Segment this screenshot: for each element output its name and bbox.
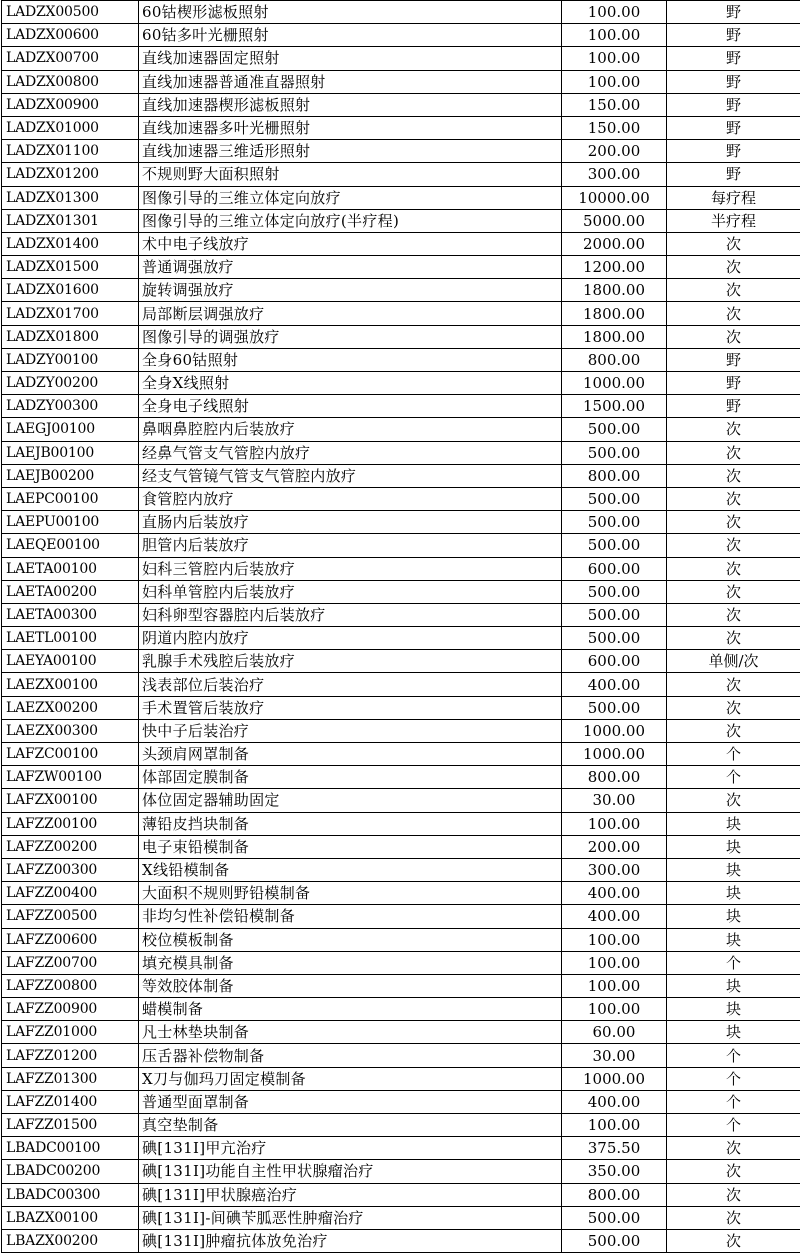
item-unit-cell: 次 (667, 557, 800, 580)
table-row (2, 951, 800, 974)
table-row (2, 348, 800, 371)
item-code-cell: LAFZZ00400 (2, 882, 139, 905)
item-name-cell: 手术置管后装放疗 (139, 696, 562, 719)
item-price-cell: 1800.00 (562, 279, 667, 302)
table-row (2, 325, 800, 348)
item-price-cell: 150.00 (562, 116, 667, 139)
table-row (2, 603, 800, 626)
item-code-cell: LADZX01100 (2, 140, 139, 163)
item-unit-cell: 每疗程 (667, 186, 800, 209)
item-unit-cell: 块 (667, 1021, 800, 1044)
item-unit-cell: 野 (667, 24, 800, 47)
item-name-cell: 快中子后装治疗 (139, 719, 562, 742)
item-code-cell: LADZX01200 (2, 163, 139, 186)
item-unit-cell: 块 (667, 858, 800, 881)
item-name-cell: 阴道内腔内放疗 (139, 627, 562, 650)
item-name-cell: 食管腔内放疗 (139, 487, 562, 510)
item-code-cell: LAFZZ00100 (2, 812, 139, 835)
item-price-cell: 800.00 (562, 348, 667, 371)
item-price-cell: 300.00 (562, 858, 667, 881)
item-unit-cell: 次 (667, 325, 800, 348)
item-name-cell: 旋转调强放疗 (139, 279, 562, 302)
item-code-cell: LAEGJ00100 (2, 418, 139, 441)
item-price-cell: 100.00 (562, 70, 667, 93)
table-row (2, 673, 800, 696)
table-row (2, 209, 800, 232)
item-name-cell: 经支气管镜气管支气管腔内放疗 (139, 464, 562, 487)
table-row (2, 1021, 800, 1044)
item-code-cell: LADZX01301 (2, 209, 139, 232)
item-name-cell: 妇科单管腔内后装放疗 (139, 580, 562, 603)
table-row (2, 256, 800, 279)
item-price-cell: 30.00 (562, 789, 667, 812)
item-code-cell: LADZY00100 (2, 348, 139, 371)
item-unit-cell: 次 (667, 1160, 800, 1183)
table-row (2, 140, 800, 163)
item-price-cell: 5000.00 (562, 209, 667, 232)
item-code-cell: LAEYA00100 (2, 650, 139, 673)
item-price-cell: 60.00 (562, 1021, 667, 1044)
item-code-cell: LAEZX00100 (2, 673, 139, 696)
fee-table-body (2, 1, 800, 1253)
item-code-cell: LAEPC00100 (2, 487, 139, 510)
item-name-cell: 碘[131I]功能自主性甲状腺瘤治疗 (139, 1160, 562, 1183)
item-code-cell: LADZX01000 (2, 116, 139, 139)
table-row (2, 1067, 800, 1090)
item-name-cell: 浅表部位后装治疗 (139, 673, 562, 696)
table-row (2, 24, 800, 47)
item-code-cell: LADZX00800 (2, 70, 139, 93)
item-price-cell: 200.00 (562, 835, 667, 858)
item-price-cell: 100.00 (562, 951, 667, 974)
item-code-cell: LAFZZ00200 (2, 835, 139, 858)
table-row (2, 464, 800, 487)
item-name-cell: 非均匀性补偿铅模制备 (139, 905, 562, 928)
item-unit-cell: 次 (667, 279, 800, 302)
item-code-cell: LAFZZ00300 (2, 858, 139, 881)
item-price-cell: 100.00 (562, 24, 667, 47)
item-name-cell: 等效胶体制备 (139, 974, 562, 997)
item-price-cell: 500.00 (562, 487, 667, 510)
item-name-cell: 图像引导的三维立体定向放疗 (139, 186, 562, 209)
item-unit-cell: 个 (667, 766, 800, 789)
item-code-cell: LAEJB00100 (2, 441, 139, 464)
item-unit-cell: 次 (667, 511, 800, 534)
item-code-cell: LBADC00200 (2, 1160, 139, 1183)
item-unit-cell: 个 (667, 1090, 800, 1113)
item-name-cell: 碘[131I]肿瘤抗体放免治疗 (139, 1229, 562, 1252)
item-name-cell: 胆管内后装放疗 (139, 534, 562, 557)
item-code-cell: LAFZZ01200 (2, 1044, 139, 1067)
item-name-cell: 大面积不规则野铅模制备 (139, 882, 562, 905)
item-name-cell: 真空垫制备 (139, 1114, 562, 1137)
item-unit-cell: 次 (667, 534, 800, 557)
item-unit-cell: 次 (667, 1229, 800, 1252)
item-price-cell: 150.00 (562, 93, 667, 116)
item-unit-cell: 次 (667, 696, 800, 719)
item-code-cell: LAETA00200 (2, 580, 139, 603)
item-unit-cell: 野 (667, 372, 800, 395)
item-price-cell: 100.00 (562, 928, 667, 951)
item-name-cell: 图像引导的三维立体定向放疗(半疗程) (139, 209, 562, 232)
item-name-cell: 直线加速器多叶光栅照射 (139, 116, 562, 139)
table-row (2, 812, 800, 835)
item-code-cell: LADZX00600 (2, 24, 139, 47)
item-unit-cell: 块 (667, 812, 800, 835)
item-code-cell: LAFZC00100 (2, 743, 139, 766)
table-row (2, 441, 800, 464)
fee-table (1, 0, 800, 1253)
item-price-cell: 2000.00 (562, 232, 667, 255)
item-price-cell: 500.00 (562, 441, 667, 464)
item-unit-cell: 块 (667, 882, 800, 905)
item-unit-cell: 次 (667, 673, 800, 696)
table-row (2, 1090, 800, 1113)
item-name-cell: 直线加速器楔形滤板照射 (139, 93, 562, 116)
table-row (2, 882, 800, 905)
item-price-cell: 100.00 (562, 974, 667, 997)
item-unit-cell: 次 (667, 418, 800, 441)
table-row (2, 743, 800, 766)
item-code-cell: LAFZW00100 (2, 766, 139, 789)
table-row (2, 487, 800, 510)
item-price-cell: 100.00 (562, 47, 667, 70)
table-row (2, 789, 800, 812)
item-unit-cell: 野 (667, 1, 800, 24)
item-name-cell: 头颈肩网罩制备 (139, 743, 562, 766)
item-code-cell: LAFZZ01500 (2, 1114, 139, 1137)
table-row (2, 93, 800, 116)
table-row (2, 47, 800, 70)
item-unit-cell: 次 (667, 603, 800, 626)
item-unit-cell: 野 (667, 116, 800, 139)
item-code-cell: LAFZX00100 (2, 789, 139, 812)
item-code-cell: LAFZZ00500 (2, 905, 139, 928)
table-row (2, 70, 800, 93)
item-unit-cell: 个 (667, 743, 800, 766)
item-price-cell: 100.00 (562, 998, 667, 1021)
item-name-cell: 全身60钴照射 (139, 348, 562, 371)
table-row (2, 650, 800, 673)
item-price-cell: 500.00 (562, 1229, 667, 1252)
item-unit-cell: 个 (667, 1114, 800, 1137)
item-name-cell: 直线加速器固定照射 (139, 47, 562, 70)
item-unit-cell: 半疗程 (667, 209, 800, 232)
item-price-cell: 1000.00 (562, 743, 667, 766)
item-price-cell: 30.00 (562, 1044, 667, 1067)
table-row (2, 905, 800, 928)
item-name-cell: 校位模板制备 (139, 928, 562, 951)
item-price-cell: 1000.00 (562, 1067, 667, 1090)
item-unit-cell: 野 (667, 163, 800, 186)
item-code-cell: LAEPU00100 (2, 511, 139, 534)
item-price-cell: 500.00 (562, 1206, 667, 1229)
item-code-cell: LADZX01500 (2, 256, 139, 279)
item-code-cell: LAETA00100 (2, 557, 139, 580)
table-row (2, 1183, 800, 1206)
item-code-cell: LAEQE00100 (2, 534, 139, 557)
item-name-cell: 碘[131I]-间碘苄胍恶性肿瘤治疗 (139, 1206, 562, 1229)
item-unit-cell: 块 (667, 974, 800, 997)
item-code-cell: LAETA00300 (2, 603, 139, 626)
item-name-cell: 鼻咽鼻腔腔内后装放疗 (139, 418, 562, 441)
item-name-cell: 凡士林垫块制备 (139, 1021, 562, 1044)
item-unit-cell: 次 (667, 719, 800, 742)
table-row (2, 766, 800, 789)
item-code-cell: LAFZZ00700 (2, 951, 139, 974)
item-name-cell: 妇科三管腔内后装放疗 (139, 557, 562, 580)
item-code-cell: LBAZX00100 (2, 1206, 139, 1229)
table-row (2, 696, 800, 719)
item-code-cell: LADZY00300 (2, 395, 139, 418)
item-name-cell: 不规则野大面积照射 (139, 163, 562, 186)
item-unit-cell: 野 (667, 395, 800, 418)
item-price-cell: 500.00 (562, 511, 667, 534)
item-code-cell: LAFZZ00800 (2, 974, 139, 997)
item-unit-cell: 次 (667, 302, 800, 325)
item-name-cell: 普通调强放疗 (139, 256, 562, 279)
item-unit-cell: 个 (667, 1067, 800, 1090)
item-code-cell: LAEJB00200 (2, 464, 139, 487)
item-unit-cell: 野 (667, 348, 800, 371)
item-unit-cell: 野 (667, 47, 800, 70)
item-price-cell: 800.00 (562, 1183, 667, 1206)
item-price-cell: 300.00 (562, 163, 667, 186)
item-unit-cell: 次 (667, 464, 800, 487)
item-price-cell: 400.00 (562, 905, 667, 928)
table-row (2, 974, 800, 997)
item-code-cell: LAEZX00200 (2, 696, 139, 719)
table-row (2, 395, 800, 418)
item-price-cell: 1000.00 (562, 372, 667, 395)
item-name-cell: X刀与伽玛刀固定模制备 (139, 1067, 562, 1090)
item-price-cell: 400.00 (562, 673, 667, 696)
item-unit-cell: 次 (667, 1183, 800, 1206)
item-code-cell: LADZX01700 (2, 302, 139, 325)
item-price-cell: 350.00 (562, 1160, 667, 1183)
item-name-cell: 图像引导的调强放疗 (139, 325, 562, 348)
table-row (2, 232, 800, 255)
table-row (2, 279, 800, 302)
table-row (2, 580, 800, 603)
table-row (2, 418, 800, 441)
item-code-cell: LAFZZ00900 (2, 998, 139, 1021)
table-row (2, 1044, 800, 1067)
item-unit-cell: 个 (667, 1044, 800, 1067)
item-name-cell: 局部断层调强放疗 (139, 302, 562, 325)
item-price-cell: 375.50 (562, 1137, 667, 1160)
table-row (2, 1160, 800, 1183)
item-unit-cell: 野 (667, 140, 800, 163)
item-name-cell: 全身电子线照射 (139, 395, 562, 418)
item-price-cell: 100.00 (562, 1, 667, 24)
item-price-cell: 1200.00 (562, 256, 667, 279)
item-code-cell: LBAZX00200 (2, 1229, 139, 1252)
item-name-cell: 压舌器补偿物制备 (139, 1044, 562, 1067)
item-price-cell: 10000.00 (562, 186, 667, 209)
item-name-cell: 体位固定器辅助固定 (139, 789, 562, 812)
table-row (2, 627, 800, 650)
table-row (2, 186, 800, 209)
table-row (2, 835, 800, 858)
item-name-cell: 60钴楔形滤板照射 (139, 1, 562, 24)
item-code-cell: LAETL00100 (2, 627, 139, 650)
item-price-cell: 1800.00 (562, 325, 667, 348)
item-name-cell: 薄铅皮挡块制备 (139, 812, 562, 835)
table-row (2, 116, 800, 139)
item-unit-cell: 野 (667, 93, 800, 116)
item-name-cell: 乳腺手术残腔后装放疗 (139, 650, 562, 673)
item-price-cell: 500.00 (562, 534, 667, 557)
item-unit-cell: 个 (667, 951, 800, 974)
table-row (2, 719, 800, 742)
table-row (2, 1229, 800, 1252)
item-unit-cell: 次 (667, 256, 800, 279)
table-row (2, 557, 800, 580)
table-row (2, 1114, 800, 1137)
item-price-cell: 500.00 (562, 580, 667, 603)
item-unit-cell: 次 (667, 580, 800, 603)
table-row (2, 1206, 800, 1229)
item-code-cell: LAFZZ01400 (2, 1090, 139, 1113)
item-unit-cell: 块 (667, 928, 800, 951)
item-code-cell: LBADC00100 (2, 1137, 139, 1160)
item-code-cell: LADZX00700 (2, 47, 139, 70)
item-name-cell: 全身X线照射 (139, 372, 562, 395)
item-name-cell: 体部固定膜制备 (139, 766, 562, 789)
item-price-cell: 1500.00 (562, 395, 667, 418)
table-row (2, 858, 800, 881)
item-price-cell: 800.00 (562, 464, 667, 487)
item-name-cell: 电子束铅模制备 (139, 835, 562, 858)
item-price-cell: 800.00 (562, 766, 667, 789)
item-price-cell: 1800.00 (562, 302, 667, 325)
item-name-cell: 填充模具制备 (139, 951, 562, 974)
item-unit-cell: 次 (667, 1137, 800, 1160)
item-name-cell: 妇科卵型容器腔内后装放疗 (139, 603, 562, 626)
item-name-cell: 直线加速器普通准直器照射 (139, 70, 562, 93)
item-name-cell: 术中电子线放疗 (139, 232, 562, 255)
item-unit-cell: 次 (667, 487, 800, 510)
item-code-cell: LADZX00500 (2, 1, 139, 24)
item-unit-cell: 次 (667, 789, 800, 812)
table-row (2, 534, 800, 557)
item-code-cell: LADZX00900 (2, 93, 139, 116)
item-code-cell: LADZX01600 (2, 279, 139, 302)
item-price-cell: 500.00 (562, 696, 667, 719)
item-unit-cell: 野 (667, 70, 800, 93)
item-code-cell: LAFZZ01300 (2, 1067, 139, 1090)
item-price-cell: 600.00 (562, 650, 667, 673)
table-row (2, 302, 800, 325)
item-name-cell: 直线加速器三维适形照射 (139, 140, 562, 163)
item-price-cell: 500.00 (562, 627, 667, 650)
item-code-cell: LADZY00200 (2, 372, 139, 395)
item-price-cell: 400.00 (562, 882, 667, 905)
item-code-cell: LAFZZ00600 (2, 928, 139, 951)
item-price-cell: 200.00 (562, 140, 667, 163)
table-row (2, 163, 800, 186)
item-name-cell: 60钴多叶光栅照射 (139, 24, 562, 47)
item-name-cell: 蜡模制备 (139, 998, 562, 1021)
item-unit-cell: 次 (667, 627, 800, 650)
item-unit-cell: 块 (667, 835, 800, 858)
item-unit-cell: 块 (667, 905, 800, 928)
item-price-cell: 100.00 (562, 812, 667, 835)
item-unit-cell: 次 (667, 441, 800, 464)
item-unit-cell: 次 (667, 1206, 800, 1229)
item-name-cell: 碘[131I]甲状腺癌治疗 (139, 1183, 562, 1206)
item-price-cell: 500.00 (562, 603, 667, 626)
item-name-cell: 直肠内后装放疗 (139, 511, 562, 534)
item-price-cell: 100.00 (562, 1114, 667, 1137)
item-unit-cell: 块 (667, 998, 800, 1021)
table-row (2, 998, 800, 1021)
item-unit-cell: 次 (667, 232, 800, 255)
item-code-cell: LADZX01300 (2, 186, 139, 209)
table-row (2, 1137, 800, 1160)
table-row (2, 928, 800, 951)
item-code-cell: LAFZZ01000 (2, 1021, 139, 1044)
item-name-cell: X线铅模制备 (139, 858, 562, 881)
item-name-cell: 碘[131I]甲亢治疗 (139, 1137, 562, 1160)
table-row (2, 511, 800, 534)
table-row (2, 1, 800, 24)
item-code-cell: LAEZX00300 (2, 719, 139, 742)
item-name-cell: 经鼻气管支气管腔内放疗 (139, 441, 562, 464)
item-price-cell: 400.00 (562, 1090, 667, 1113)
item-name-cell: 普通型面罩制备 (139, 1090, 562, 1113)
table-row (2, 372, 800, 395)
item-code-cell: LBADC00300 (2, 1183, 139, 1206)
item-unit-cell: 单侧/次 (667, 650, 800, 673)
item-price-cell: 500.00 (562, 418, 667, 441)
item-code-cell: LADZX01800 (2, 325, 139, 348)
item-code-cell: LADZX01400 (2, 232, 139, 255)
item-price-cell: 1000.00 (562, 719, 667, 742)
item-price-cell: 600.00 (562, 557, 667, 580)
